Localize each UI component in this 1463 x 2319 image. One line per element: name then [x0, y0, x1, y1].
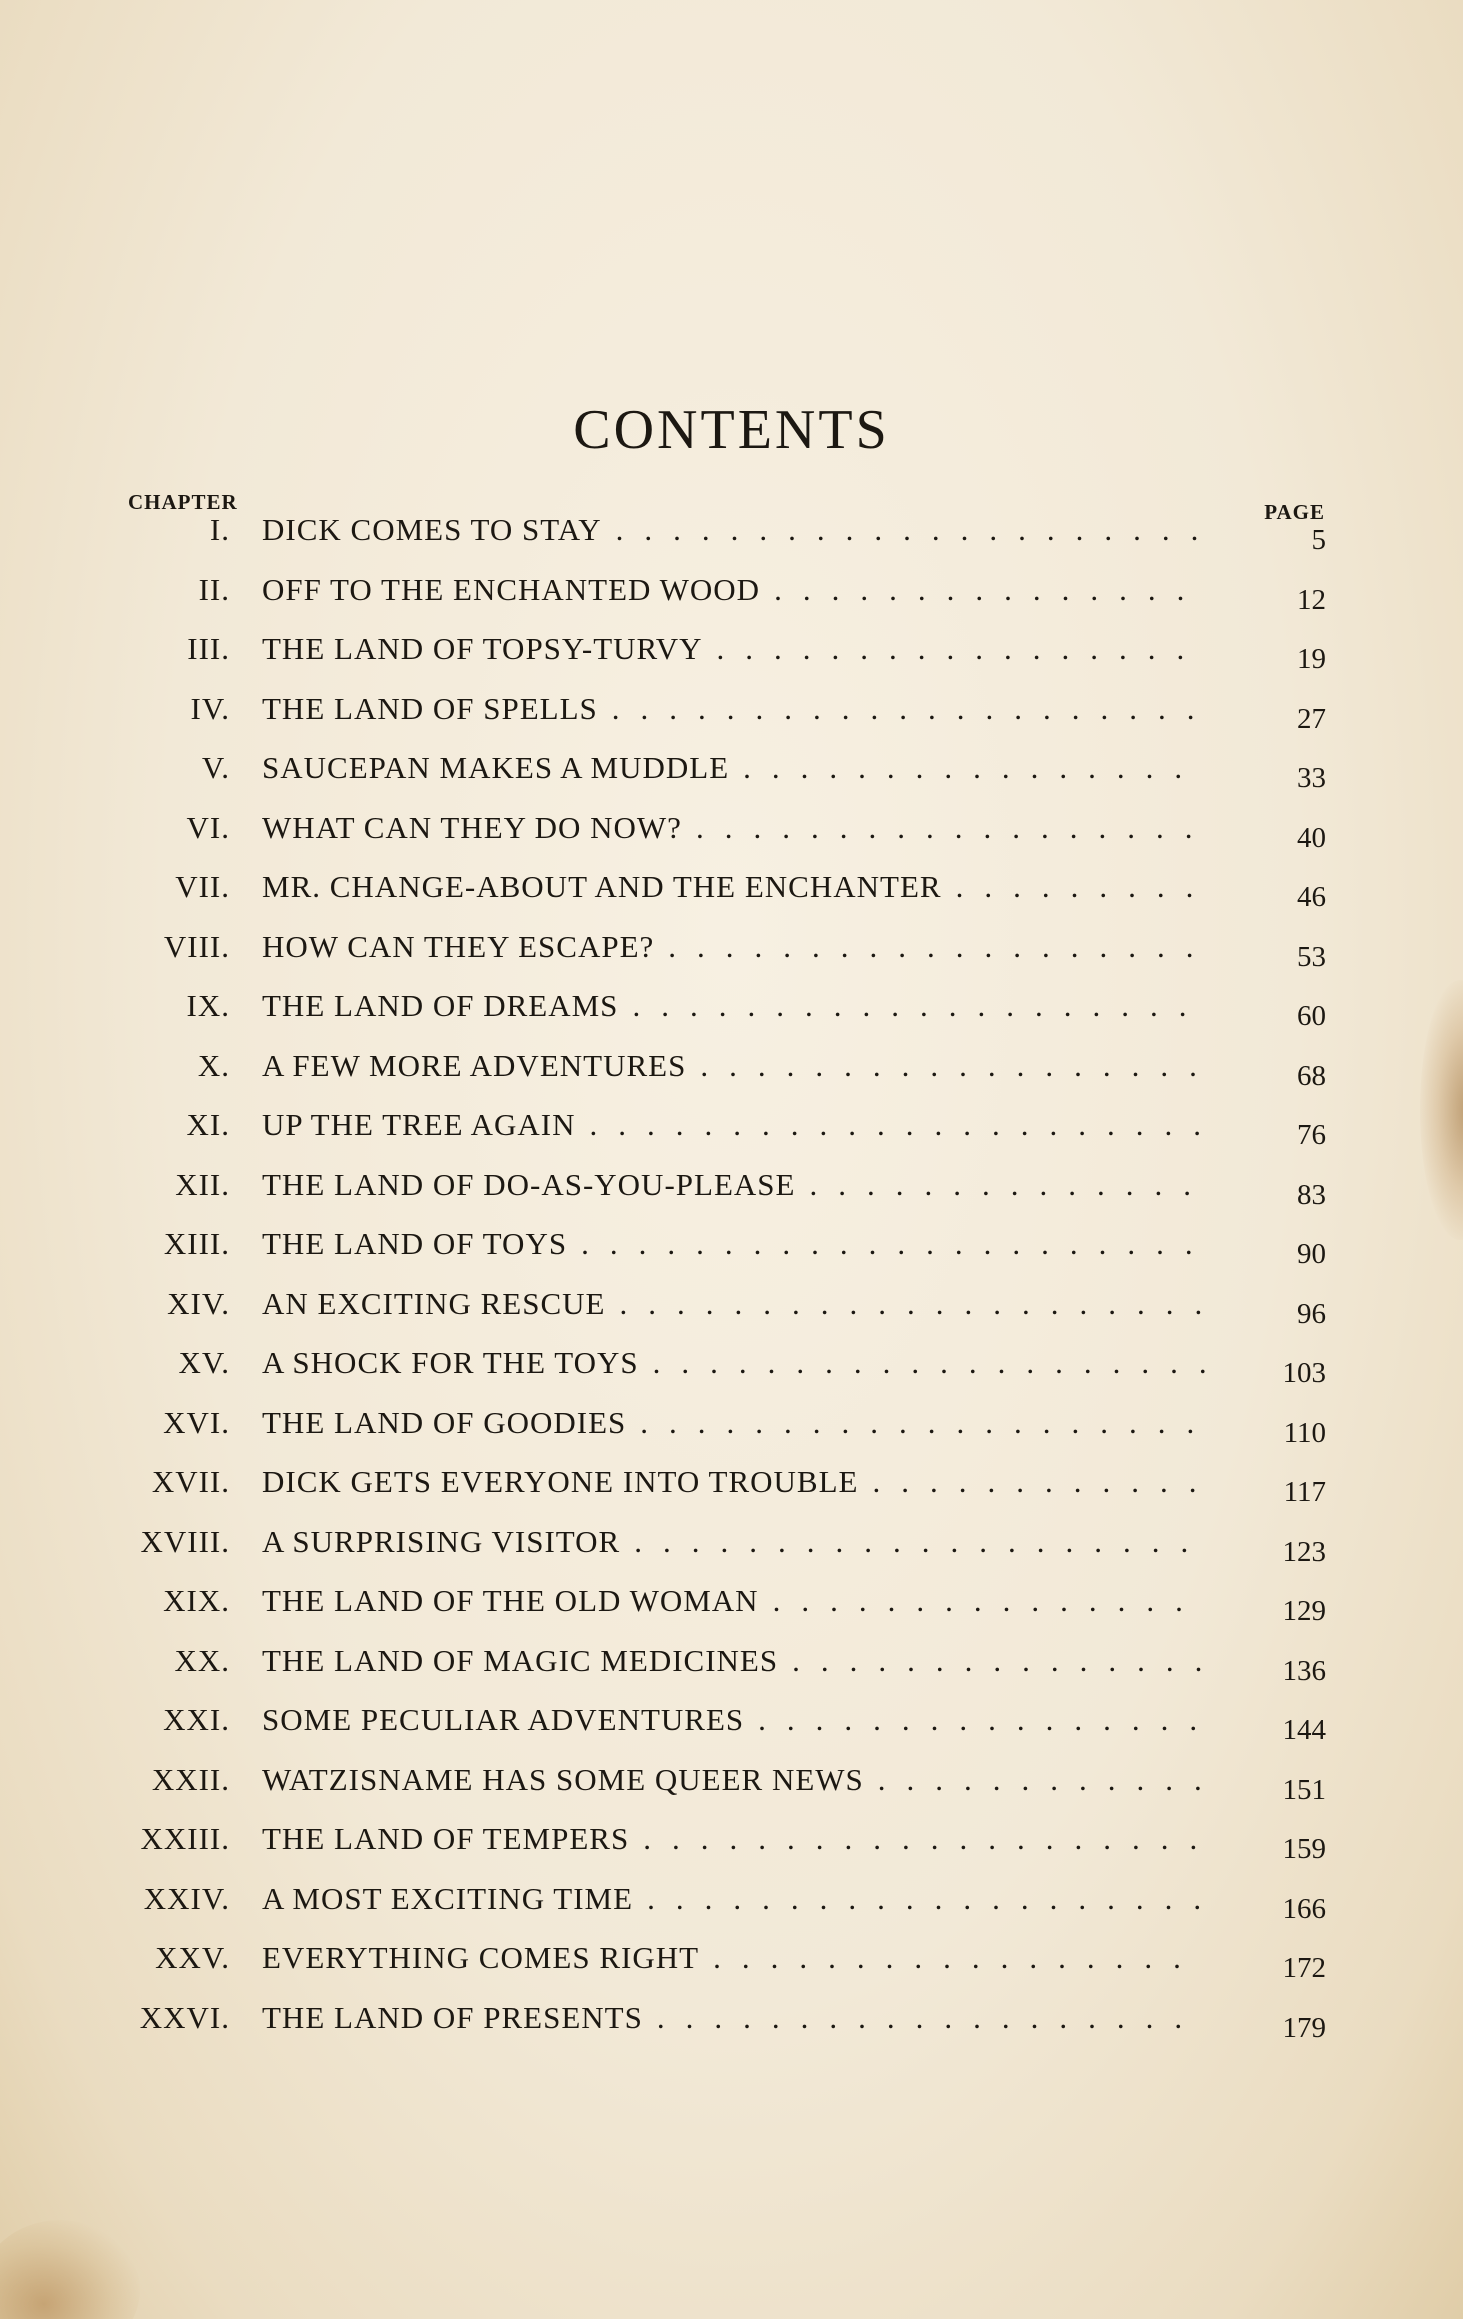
chapter-title: THE LAND OF PRESENTS [262, 1999, 643, 2035]
chapter-title: UP THE TREE AGAIN [262, 1107, 576, 1142]
chapter-title-line [262, 1996, 1262, 2040]
chapter-title-line [262, 1639, 1262, 1683]
chapter-number: III. [187, 631, 230, 666]
toc-entry [0, 1044, 1463, 1104]
chapter-number: XXIII. [140, 1821, 230, 1856]
dot-leader: ......... [955, 869, 1215, 904]
chapter-title-line [262, 1817, 1262, 1861]
chapter-title: AN EXCITING RESCUE [262, 1285, 606, 1321]
chapter-number: XI. [186, 1107, 230, 1142]
page-number: 19 [1297, 643, 1326, 675]
toc-entry [0, 1103, 1463, 1163]
chapter-number: XVI. [163, 1404, 230, 1440]
chapter-title-line [262, 1520, 1262, 1564]
page-number: 96 [1297, 1297, 1326, 1330]
page-number: 179 [1282, 2011, 1326, 2044]
page-number: 46 [1297, 881, 1326, 913]
toc-entry [0, 1222, 1463, 1282]
toc-entry [0, 1401, 1463, 1461]
chapter-title: HOW CAN THEY ESCAPE? [262, 928, 655, 964]
dot-leader: .................... [643, 1821, 1219, 1856]
dot-leader: ..................... [615, 512, 1220, 547]
page-number: 136 [1282, 1654, 1326, 1687]
chapter-number: X. [197, 1047, 230, 1083]
page-number: 90 [1297, 1238, 1326, 1270]
chapter-number: V. [201, 750, 230, 785]
chapter-title-line [262, 687, 1262, 731]
chapter-title: SAUCEPAN MAKES A MUDDLE [262, 750, 730, 785]
dot-leader: ................. [713, 1940, 1202, 1975]
chapter-title: THE LAND OF DO-AS-YOU-PLEASE [262, 1166, 796, 1202]
toc-entry [0, 1579, 1463, 1639]
chapter-title-line [262, 806, 1262, 850]
chapter-title-line [262, 1460, 1262, 1504]
chapter-title: DICK GETS EVERYONE INTO TROUBLE [262, 1464, 859, 1499]
toc-entry [0, 1877, 1463, 1937]
chapter-number: XX. [174, 1642, 230, 1678]
chapter-title: DICK COMES TO STAY [262, 512, 602, 547]
chapter-title-line [262, 1877, 1262, 1921]
dot-leader: ............ [872, 1464, 1218, 1499]
page-number: 12 [1297, 583, 1326, 616]
chapter-number: I. [209, 512, 230, 547]
dot-leader: .................... [632, 988, 1208, 1023]
chapter-number: XXI. [163, 1702, 230, 1737]
dot-leader: .................... [647, 1880, 1223, 1916]
chapter-title: A SHOCK FOR THE TOYS [262, 1345, 639, 1380]
dot-leader: .............. [809, 1166, 1212, 1202]
dot-leader: .................... [640, 1404, 1216, 1440]
page-number: 129 [1282, 1595, 1326, 1627]
dot-leader: .................. [700, 1047, 1218, 1083]
chapter-title: A SURPRISING VISITOR [262, 1523, 621, 1559]
page-number: 123 [1282, 1535, 1326, 1568]
paper-stain [0, 2220, 140, 2319]
chapter-title-line [262, 568, 1262, 612]
chapter-title: THE LAND OF DREAMS [262, 988, 619, 1023]
chapter-title-line [262, 1163, 1262, 1207]
chapter-title: WATZISNAME HAS SOME QUEER NEWS [262, 1761, 864, 1797]
dot-leader: ............... [792, 1642, 1224, 1678]
page-number: 144 [1282, 1714, 1326, 1746]
toc-entry [0, 1282, 1463, 1342]
chapter-title: THE LAND OF TEMPERS [262, 1821, 630, 1856]
toc-entry [0, 508, 1463, 568]
chapter-title: EVERYTHING COMES RIGHT [262, 1940, 700, 1975]
dot-leader: ............... [774, 571, 1206, 607]
chapter-number: IX. [186, 988, 230, 1023]
toc-entry [0, 1520, 1463, 1580]
chapter-number: XVII. [151, 1464, 230, 1499]
page-number: 40 [1297, 821, 1326, 854]
page-number: 103 [1282, 1357, 1326, 1389]
chapter-title: THE LAND OF TOPSY-TURVY [262, 631, 703, 666]
page-number: 110 [1283, 1416, 1326, 1449]
chapter-title: THE LAND OF THE OLD WOMAN [262, 1583, 759, 1618]
toc-entry [0, 806, 1463, 866]
toc-entry [0, 1460, 1463, 1520]
toc-entry [0, 627, 1463, 687]
chapter-title: THE LAND OF TOYS [262, 1226, 568, 1261]
page-column-header: PAGE [1264, 500, 1325, 524]
toc-entry [0, 1698, 1463, 1758]
dot-leader: ..................... [611, 690, 1216, 726]
chapter-number: VIII. [163, 928, 230, 964]
chapter-title: THE LAND OF MAGIC MEDICINES [262, 1642, 779, 1678]
chapter-title-line [262, 508, 1262, 552]
page-number: 53 [1297, 940, 1326, 973]
page-number: 172 [1282, 1952, 1326, 1984]
chapter-title: SOME PECULIAR ADVENTURES [262, 1702, 745, 1737]
dot-leader: ................ [758, 1702, 1219, 1737]
page-number: 117 [1283, 1476, 1326, 1508]
chapter-column-header: CHAPTER [128, 490, 238, 514]
page-number: 27 [1297, 702, 1326, 735]
dot-leader: ...................... [589, 1107, 1223, 1142]
page-title: CONTENTS [573, 399, 890, 461]
toc-entry [0, 687, 1463, 747]
dot-leader: ...................... [581, 1226, 1214, 1261]
chapter-number: VI. [186, 809, 230, 845]
page-number: 151 [1282, 1773, 1326, 1806]
chapter-title-line [262, 746, 1262, 790]
chapter-title-line [262, 1936, 1262, 1980]
chapter-number: IV. [190, 690, 230, 726]
page-number: 83 [1297, 1178, 1326, 1211]
dot-leader: ................ [743, 750, 1204, 785]
page-number: 166 [1282, 1892, 1326, 1925]
chapter-title-line [262, 1282, 1262, 1326]
chapter-title-line [262, 1044, 1262, 1088]
toc-entry [0, 568, 1463, 628]
chapter-title: WHAT CAN THEY DO NOW? [262, 809, 682, 845]
chapter-title-line [262, 1401, 1262, 1445]
chapter-title: OFF TO THE ENCHANTED WOOD [262, 571, 761, 607]
chapter-number: II. [198, 571, 230, 607]
chapter-title-line [262, 984, 1262, 1028]
dot-leader: ................... [656, 1999, 1204, 2035]
dot-leader: ............ [877, 1761, 1223, 1797]
dot-leader: .................. [695, 809, 1214, 845]
chapter-title-line [262, 1698, 1262, 1742]
chapter-title-line [262, 1579, 1262, 1623]
chapter-number: XXIV. [143, 1880, 230, 1916]
chapter-number: XII. [175, 1166, 230, 1202]
toc-entry [0, 1936, 1463, 1996]
toc-entry [0, 1639, 1463, 1699]
page-number: 159 [1282, 1833, 1326, 1865]
toc-entry [0, 1341, 1463, 1401]
page-number: 68 [1297, 1059, 1326, 1092]
toc-entry [0, 746, 1463, 806]
dot-leader: ............... [772, 1583, 1204, 1618]
chapter-number: XIII. [163, 1226, 230, 1261]
dot-leader: ................... [668, 928, 1215, 964]
chapter-title-line [262, 1758, 1262, 1802]
page-number: 33 [1297, 762, 1326, 794]
chapter-number: VII. [175, 869, 230, 904]
chapter-title: A MOST EXCITING TIME [262, 1880, 634, 1916]
toc-entry [0, 1758, 1463, 1818]
chapter-title: THE LAND OF GOODIES [262, 1404, 627, 1440]
page-number: 76 [1297, 1119, 1326, 1151]
chapter-title-line [262, 865, 1262, 909]
toc-entry [0, 1996, 1463, 2056]
chapter-title: MR. CHANGE-ABOUT AND THE ENCHANTER [262, 869, 942, 904]
toc-entry [0, 1163, 1463, 1223]
chapter-title: THE LAND OF SPELLS [262, 690, 598, 726]
chapter-number: XV. [178, 1345, 230, 1380]
chapter-number: XVIII. [140, 1523, 230, 1559]
chapter-number: XIX. [163, 1583, 230, 1618]
page-number: 60 [1297, 1000, 1326, 1032]
chapter-title-line [262, 1341, 1262, 1385]
chapter-title-line [262, 627, 1262, 671]
toc-entry [0, 865, 1463, 925]
chapter-title: A FEW MORE ADVENTURES [262, 1047, 687, 1083]
chapter-number: XXII. [151, 1761, 230, 1797]
chapter-title-line [262, 1222, 1262, 1266]
chapter-number: XXV. [155, 1940, 230, 1975]
dot-leader: .................... [652, 1345, 1228, 1380]
toc-entry [0, 1817, 1463, 1877]
page-number: 5 [1311, 524, 1326, 556]
toc-entry [0, 925, 1463, 985]
dot-leader: ..................... [619, 1285, 1224, 1321]
chapter-title-line [262, 925, 1262, 969]
dot-leader: .................... [634, 1523, 1210, 1559]
chapter-title-line [262, 1103, 1262, 1147]
chapter-number: XIV. [167, 1285, 230, 1321]
toc-entry [0, 984, 1463, 1044]
chapter-number: XXVI. [139, 1999, 230, 2035]
dot-leader: ................. [716, 631, 1206, 666]
